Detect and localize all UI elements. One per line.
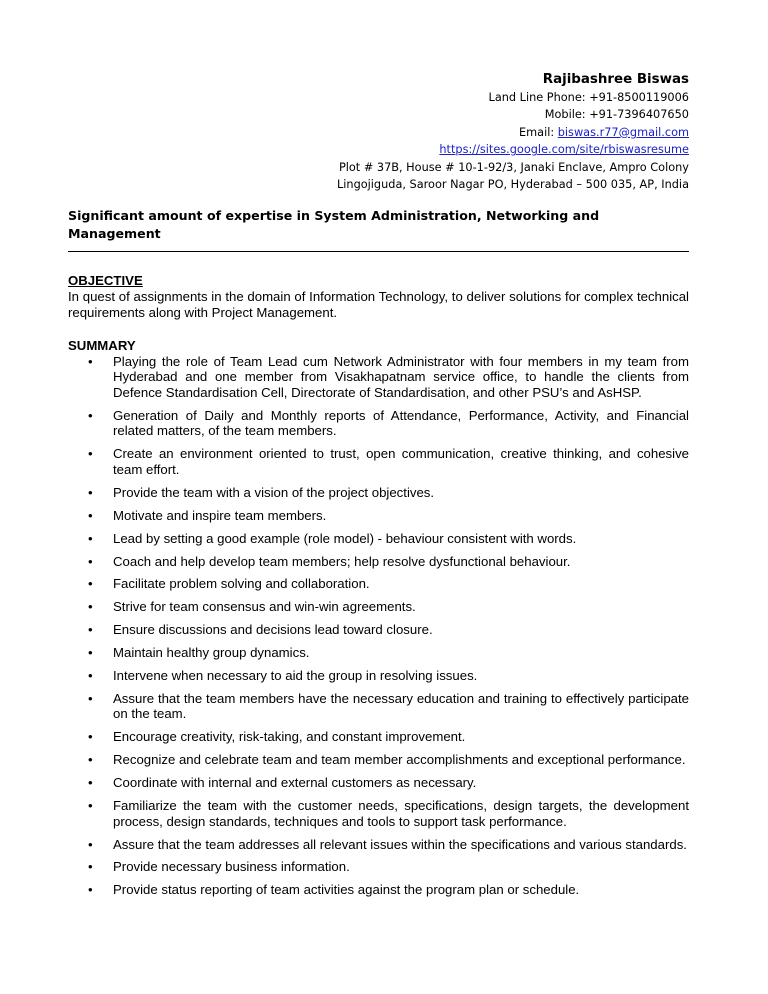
list-item-text: Create an environment oriented to trust, open communication, creative thinking, and cohesive team effort. (113, 446, 689, 477)
email-link[interactable]: biswas.r77@gmail.com (557, 125, 689, 139)
list-item (68, 354, 689, 401)
objective-title: OBJECTIVE (68, 273, 143, 289)
bullet-icon: • (88, 690, 93, 706)
bullet-icon: • (88, 859, 93, 875)
bullet-icon: • (88, 752, 93, 768)
list-item (68, 859, 689, 875)
list-item (68, 837, 689, 853)
list-item-text: Ensure discussions and decisions lead toward closure. (113, 622, 433, 638)
list-item (68, 485, 689, 501)
list-item (68, 599, 689, 615)
list-item (68, 882, 689, 898)
summary-title: SUMMARY (68, 338, 136, 354)
summary-section (68, 338, 689, 898)
landline-phone: Land Line Phone: +91-8500119006 (488, 91, 689, 104)
list-item (68, 554, 689, 570)
summary-list (68, 354, 689, 898)
objective-text: In quest of assignments in the domain of Information Technology, to deliver solutions for complex technical requirements along with Project Management. (68, 289, 689, 320)
list-item (68, 752, 689, 768)
list-item-text: Familiarize the team with the customer needs, specifications, design targets, the development process, design standards, techniques and tools to support task performance. (113, 798, 689, 829)
bullet-icon: • (88, 446, 93, 462)
bullet-icon: • (88, 576, 93, 592)
list-item-text: Assure that the team members have the necessary education and training to effectively participate on the team. (113, 690, 689, 722)
bullet-icon: • (88, 798, 93, 814)
list-item (68, 729, 689, 745)
list-item-text: Coach and help develop team members; help resolve dysfunctional behaviour. (113, 553, 571, 569)
bullet-icon: • (88, 407, 93, 423)
list-item (68, 408, 689, 439)
list-item-text: Recognize and celebrate team and team member accomplishments and exceptional performance. (113, 752, 686, 768)
list-item (68, 508, 689, 524)
contact-header (68, 70, 689, 193)
list-item-text: Facilitate problem solving and collaboration. (113, 576, 370, 592)
mobile-phone: Mobile: +91-7396407650 (544, 108, 689, 122)
bullet-icon: • (88, 729, 93, 745)
bullet-icon: • (88, 599, 93, 615)
address-line-1: Plot # 37B, House # 10-1-92/3, Janaki Enclave, Ampro Colony (338, 160, 689, 174)
list-item-text: Intervene when necessary to aid the group in resolving issues. (113, 667, 478, 683)
list-item-text: Encourage creativity, risk-taking, and constant improvement. (113, 729, 466, 745)
list-item-text: Generation of Daily and Monthly reports of Attendance, Performance, Activity, and Financial related matters, of the team members. (113, 407, 689, 439)
list-item-text: Provide status reporting of team activities against the program plan or schedule. (113, 882, 580, 898)
list-item (68, 645, 689, 661)
email-label: Email: (519, 125, 558, 139)
expertise-tagline: Significant amount of expertise in System Administration, Networking and Management (68, 207, 689, 252)
bullet-icon: • (88, 882, 93, 898)
list-item-text: Lead by setting a good example (role model) - behaviour consistent with words. (113, 530, 577, 546)
bullet-icon: • (88, 530, 93, 546)
resume-page (68, 70, 689, 905)
list-item-text: Strive for team consensus and win-win agreements. (113, 599, 416, 615)
list-item (68, 622, 689, 638)
website-link[interactable]: https://sites.google.com/site/rbiswasresume (439, 143, 689, 157)
list-item (68, 775, 689, 791)
bullet-icon: • (88, 353, 93, 369)
list-item (68, 531, 689, 547)
email-line (68, 124, 689, 141)
objective-section (68, 273, 689, 320)
bullet-icon: • (88, 667, 93, 683)
list-item (68, 576, 689, 592)
list-item-text: Assure that the team addresses all relevant issues within the specifications and various standards. (113, 836, 687, 852)
bullet-icon: • (88, 836, 93, 852)
list-item-text: Provide necessary business information. (113, 859, 350, 875)
address-line-2: Lingojiguda, Saroor Nagar PO, Hyderabad – 500 035, AP, India (336, 178, 689, 192)
list-item (68, 691, 689, 722)
list-item (68, 798, 689, 829)
list-item-text: Maintain healthy group dynamics. (113, 645, 310, 661)
bullet-icon: • (88, 622, 93, 638)
list-item-text: Provide the team with a vision of the project objectives. (113, 484, 435, 500)
bullet-icon: • (88, 775, 93, 791)
list-item (68, 446, 689, 477)
list-item (68, 668, 689, 684)
list-item-text: Playing the role of Team Lead cum Network Administrator with four members in my team from Hyderabad and one member from Visakhapatnam service office, to handle the clients from Defence Standardisation Cell, Directorate of Standardisation, and other PSU’s and AsHSP. (113, 353, 689, 400)
bullet-icon: • (88, 645, 93, 661)
bullet-icon: • (88, 484, 93, 500)
bullet-icon: • (88, 507, 93, 523)
list-item-text: Coordinate with internal and external customers as necessary. (113, 775, 477, 791)
bullet-icon: • (88, 553, 93, 569)
list-item-text: Motivate and inspire team members. (113, 507, 327, 523)
candidate-name: Rajibashree Biswas (542, 72, 689, 87)
